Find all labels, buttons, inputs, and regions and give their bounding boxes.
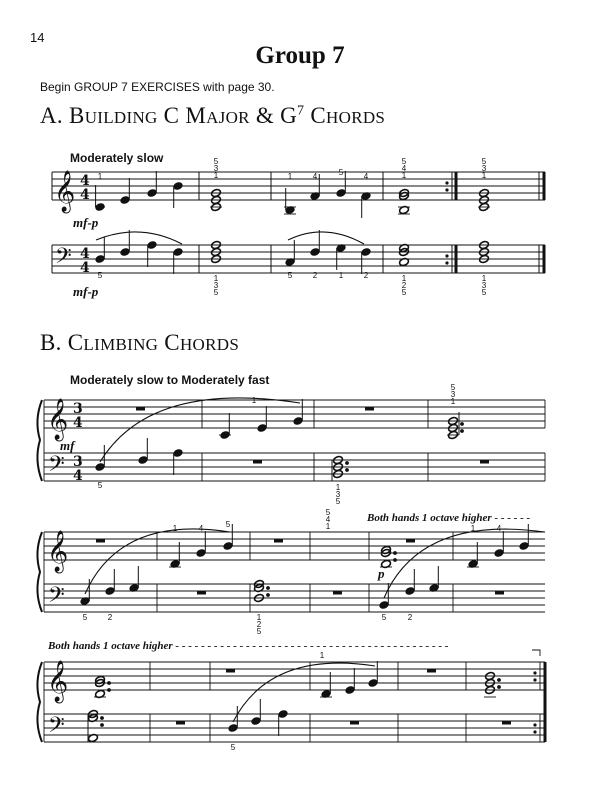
svg-text:3: 3 [450, 390, 456, 399]
section-a-barlines [52, 172, 544, 273]
svg-text:1: 1 [97, 172, 103, 181]
svg-text:4: 4 [312, 172, 318, 181]
svg-text:4: 4 [73, 468, 83, 484]
bass-clef-icon: 𝄢 [55, 244, 72, 274]
svg-text:1: 1 [338, 271, 344, 280]
octave-instruction-2: Both hands 1 octave higher - - - - - - - - - - - - - - - - - - - - - - - - - - - - - - - - - - - - - - - - - - - [48, 640, 449, 652]
section-a-letter: A. [40, 103, 63, 128]
svg-text:2: 2 [407, 613, 413, 622]
svg-text:mf-p: mf-p [73, 215, 99, 230]
svg-text:5: 5 [401, 157, 407, 166]
treble-clef-icon: 𝄞 [54, 171, 76, 212]
section-a-treble-staff [52, 172, 545, 200]
svg-text:4: 4 [363, 172, 369, 181]
svg-text:2: 2 [363, 271, 369, 280]
section-a-bass-fingerings [98, 271, 487, 297]
treble-clef-icon: 𝄞 [47, 399, 69, 440]
section-b-system-3 [37, 650, 545, 752]
svg-text:5: 5 [338, 168, 344, 177]
svg-text:5: 5 [381, 613, 387, 622]
svg-text:5: 5 [225, 520, 231, 529]
svg-text:1: 1 [256, 613, 262, 622]
treble-clef-icon: 𝄞 [47, 531, 69, 572]
svg-text:5: 5 [325, 508, 331, 517]
svg-text:3: 3 [481, 281, 487, 290]
grand-staff-brace [37, 532, 42, 612]
svg-text:4: 4 [401, 164, 407, 173]
section-a-slurs [96, 232, 364, 244]
svg-text:5: 5 [97, 271, 103, 280]
svg-text:1: 1 [470, 524, 476, 533]
svg-text:4: 4 [80, 246, 90, 262]
svg-text:5: 5 [287, 271, 293, 280]
svg-text:1: 1 [335, 483, 341, 492]
svg-text:5: 5 [213, 288, 219, 297]
section-b-letter: B. [40, 330, 62, 355]
svg-text:mf-p: mf-p [73, 284, 99, 299]
tempo-a: Moderately slow [70, 151, 164, 165]
svg-text:5: 5 [450, 383, 456, 392]
svg-text:1: 1 [401, 171, 407, 180]
section-b-system-2 [37, 508, 545, 636]
tempo-b: Moderately slow to Moderately fast [70, 373, 270, 387]
section-b-title: CLIMBING CHORDS [67, 330, 240, 355]
svg-text:5: 5 [256, 627, 262, 636]
svg-text:3: 3 [73, 454, 83, 470]
svg-text:2: 2 [107, 613, 113, 622]
svg-text:1: 1 [287, 172, 293, 181]
section-a-title: BUILDING C MAJOR & $G^7$ CHORDS [69, 103, 386, 128]
svg-text:1: 1 [172, 524, 178, 533]
grand-staff-brace [37, 400, 42, 481]
svg-text:1: 1 [450, 397, 456, 406]
bass-clef-icon: 𝄢 [48, 452, 65, 482]
page-number: 14 [30, 30, 45, 45]
bass-clef-icon: 𝄢 [48, 713, 65, 743]
section-b-system-1 [37, 383, 545, 506]
svg-text:4: 4 [80, 173, 90, 189]
svg-text:mf: mf [60, 438, 75, 453]
page-title: Group 7 [255, 42, 345, 69]
svg-text:1: 1 [213, 274, 219, 283]
svg-text:2: 2 [312, 271, 318, 280]
svg-text:3: 3 [481, 164, 487, 173]
svg-text:4: 4 [80, 260, 90, 276]
svg-text:1: 1 [325, 522, 331, 531]
svg-text:3: 3 [73, 401, 83, 417]
svg-text:1: 1 [481, 274, 487, 283]
svg-text:p: p [378, 566, 385, 581]
svg-text:3: 3 [213, 281, 219, 290]
svg-text:5: 5 [213, 157, 219, 166]
section-a-treble-notes [95, 171, 490, 218]
intro-text: Begin GROUP 7 EXERCISES with page 30. [40, 80, 275, 94]
svg-text:4: 4 [73, 415, 83, 431]
svg-text:5: 5 [97, 481, 103, 490]
svg-text:2: 2 [401, 281, 407, 290]
svg-text:3: 3 [335, 490, 341, 499]
svg-text:5: 5 [82, 613, 88, 622]
svg-text:5: 5 [230, 743, 236, 752]
svg-text:5: 5 [335, 497, 341, 506]
svg-text:3: 3 [213, 164, 219, 173]
octave-instruction-1: Both hands 1 octave higher - - - - - - [367, 512, 531, 524]
svg-text:2: 2 [256, 620, 262, 629]
svg-text:4: 4 [325, 515, 331, 524]
svg-text:5: 5 [481, 157, 487, 166]
svg-text:1: 1 [401, 274, 407, 283]
svg-text:5: 5 [401, 288, 407, 297]
svg-text:1: 1 [319, 651, 325, 660]
svg-text:4: 4 [496, 524, 502, 533]
grand-staff-brace [37, 662, 42, 742]
treble-clef-icon: 𝄞 [47, 661, 69, 702]
svg-text:1: 1 [251, 396, 257, 405]
svg-text:1: 1 [213, 171, 219, 180]
svg-text:4: 4 [80, 187, 90, 203]
bass-clef-icon: 𝄢 [48, 583, 65, 613]
svg-text:4: 4 [198, 524, 204, 533]
svg-text:5: 5 [481, 288, 487, 297]
svg-text:1: 1 [481, 171, 487, 180]
